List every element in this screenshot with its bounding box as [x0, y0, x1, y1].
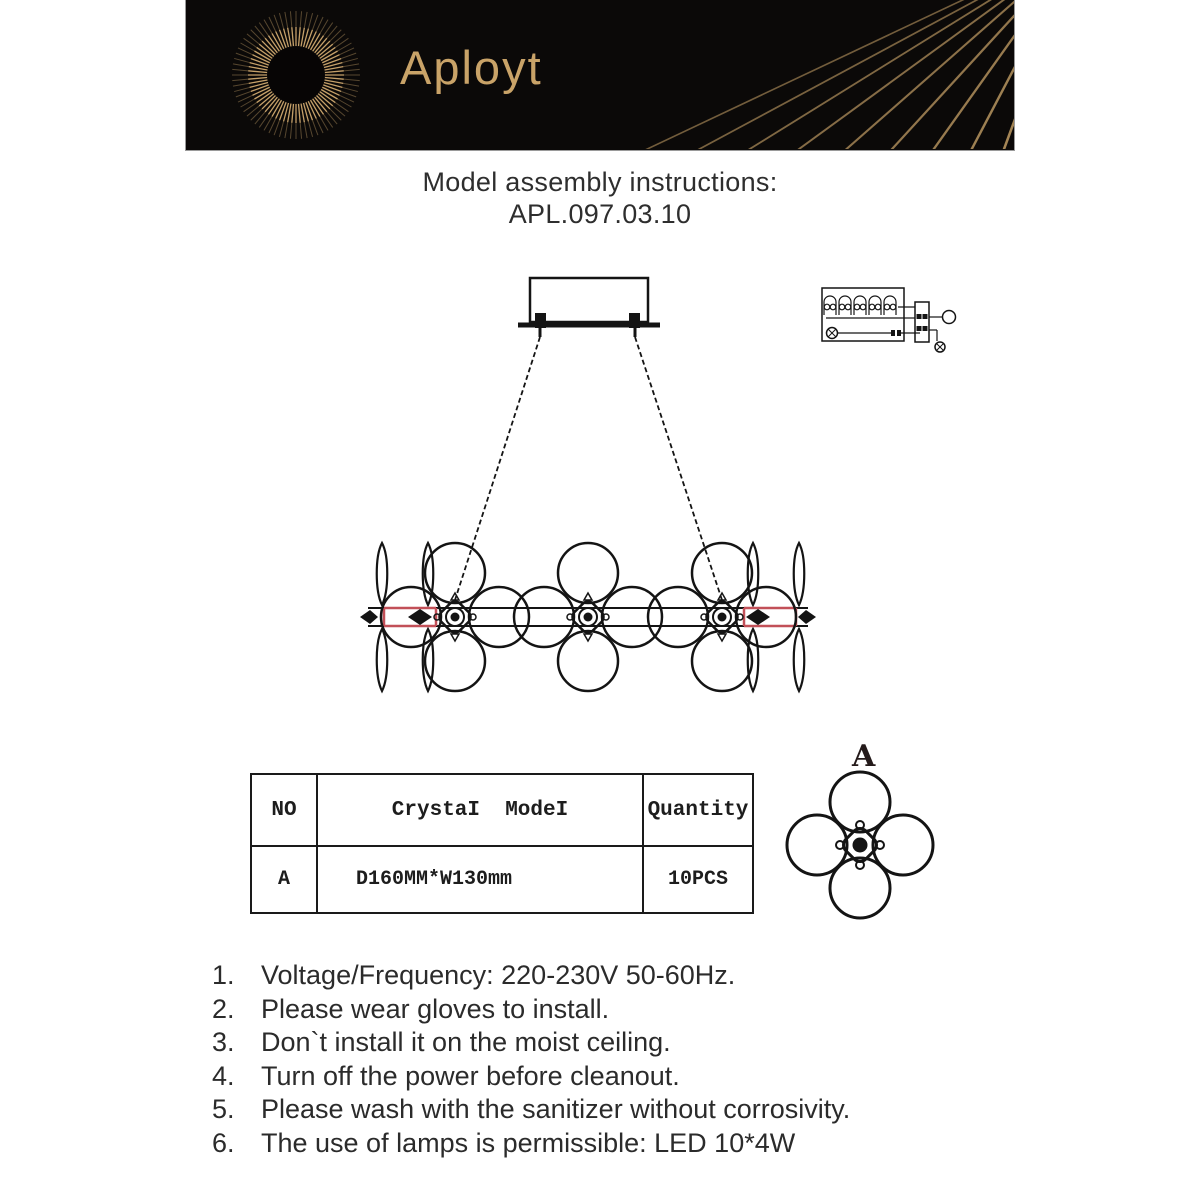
lamp-hubs: [434, 593, 743, 641]
item-number: 2.: [212, 993, 235, 1024]
suspension-cables: [455, 337, 722, 600]
col-header-crystal-model: CrystaI ModeI: [317, 774, 643, 846]
item-text: Please wear gloves to install.: [261, 993, 610, 1024]
item-number: 1.: [212, 960, 235, 990]
item-text: Turn off the power before cleanout.: [261, 1060, 680, 1091]
list-item: [212, 1060, 1032, 1094]
item-number: 5.: [212, 1094, 235, 1124]
item-text: Please wash with the sanitizer without corrosivity.: [261, 1094, 851, 1124]
col-header-quantity: Quantity: [643, 774, 753, 846]
corner-rays-icon: [614, 0, 1014, 149]
item-number: 3.: [212, 1027, 235, 1057]
ceiling-canopy: [518, 278, 660, 337]
item-number: 4.: [212, 1060, 235, 1091]
table-row: [251, 846, 753, 913]
brand-header: [185, 0, 1015, 151]
brand-name: Aployt: [400, 41, 543, 94]
title-line1: Model assembly instructions:: [422, 167, 778, 197]
list-item: [212, 1093, 1032, 1127]
cell-quantity: 10PCS: [643, 846, 753, 913]
list-item: [212, 993, 1032, 1027]
list-item: [212, 1026, 1032, 1060]
item-number: 6.: [212, 1127, 235, 1158]
wiring-diagram: [822, 288, 956, 352]
instruction-list: [212, 959, 1032, 1160]
chandelier-assembly-diagram: [350, 260, 980, 740]
title-line2-model-code: APL.097.03.10: [508, 199, 692, 229]
list-item: [212, 959, 1032, 993]
list-item: [212, 1127, 1032, 1161]
table-header-row: [251, 774, 753, 846]
sunburst-icon: [214, 0, 379, 149]
page-title: [0, 166, 1200, 230]
crystal-a-detail-diagram: [780, 738, 940, 930]
item-text: Voltage/Frequency: 220-230V 50-60Hz.: [261, 960, 736, 990]
crystal-a-label: A: [852, 739, 876, 774]
cell-no: A: [251, 846, 317, 913]
item-text: The use of lamps is permissible: LED 10*4W: [261, 1127, 796, 1158]
item-text: Don`t install it on the moist ceiling.: [261, 1027, 671, 1057]
parts-table: [250, 773, 754, 914]
cell-crystal-model: D160MM*W130mm: [317, 846, 643, 913]
col-header-no: NO: [251, 774, 317, 846]
